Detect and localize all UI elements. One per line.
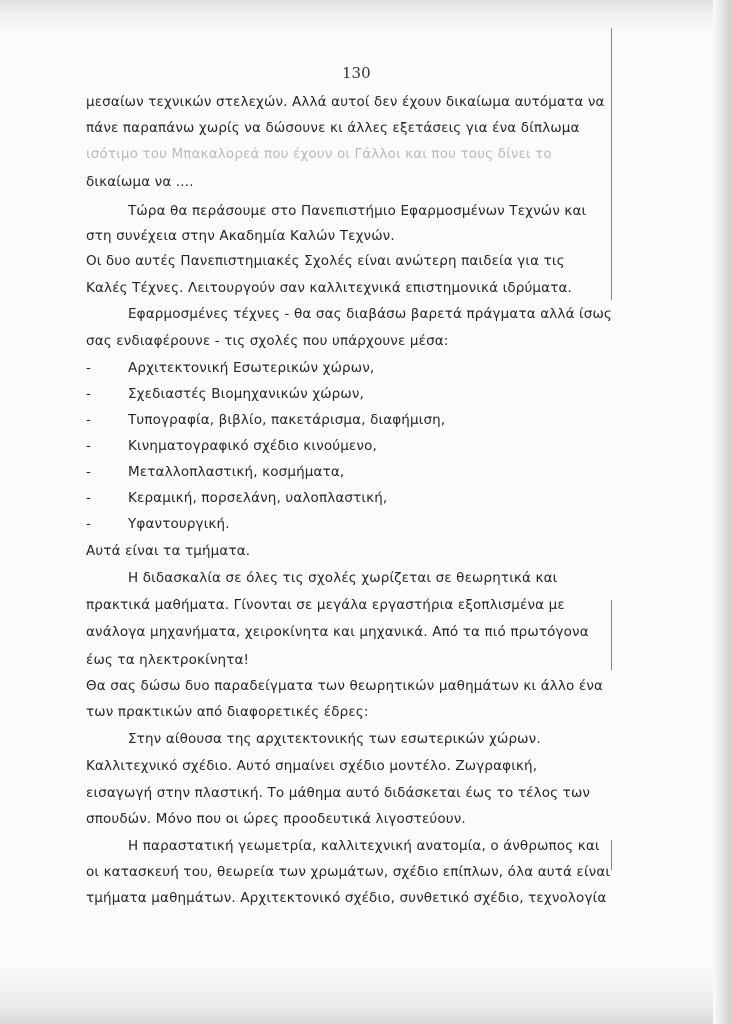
margin-line — [611, 600, 612, 670]
list-marker: - — [86, 464, 91, 480]
list-marker: - — [86, 438, 91, 454]
margin-line — [611, 28, 612, 300]
list-item: Κεραμική, πορσελάνη, υαλοπλαστική, — [128, 490, 388, 506]
text-line: Αυτά είναι τα τμήματα. — [86, 543, 251, 559]
text-line: οι κατασκευή του, θεωρεία των χρωμάτων, σχέδιο επίπλων, όλα αυτά είναι — [86, 864, 611, 880]
text-line: Η διδασκαλία σε όλες τις σχολές χωρίζεται σε θεωρητικά και — [128, 570, 558, 586]
text-line: σπουδών. Μόνο που οι ώρες προοδευτικά λιγοστεύουν. — [86, 811, 466, 827]
text-line: στη συνέχεια στην Ακαδημία Καλών Τεχνών. — [86, 228, 395, 244]
page-number: 130 — [342, 64, 371, 82]
list-marker: - — [86, 412, 91, 428]
scan-edge-right — [713, 0, 731, 1024]
text-line: πάνε παραπάνω χωρίς να δώσουνε κι άλλες εξετάσεις για ένα δίπλωμα — [86, 120, 580, 136]
text-line: δικαίωμα να .... — [86, 174, 194, 190]
list-item: Μεταλλοπλαστική, κοσμήματα, — [128, 464, 345, 480]
list-marker: - — [86, 516, 91, 532]
list-item: Υφαντουργική. — [128, 516, 230, 532]
list-item: Σχεδιαστές Βιομηχανικών χώρων, — [128, 386, 364, 402]
text-line: ανάλογα μηχανήματα, χειροκίνητα και μηχανικά. Από τα πιό πρωτόγονα — [86, 624, 589, 640]
list-marker: - — [86, 386, 91, 402]
text-line: ισότιμο του Μπακαλορεά που έχουν οι Γάλλοι και που τους δίνει το — [86, 146, 552, 162]
list-item: Αρχιτεκτονική Εσωτερικών χώρων, — [128, 360, 375, 376]
list-item: Κινηματογραφικό σχέδιο κινούμενο, — [128, 438, 377, 454]
text-line: Καλλιτεχνικό σχέδιο. Αυτό σημαίνει σχέδιο μοντέλο. Ζωγραφική, — [86, 758, 538, 774]
text-line: πρακτικά μαθήματα. Γίνονται σε μεγάλα εργαστήρια εξοπλισμένα με — [86, 597, 565, 613]
text-line: σας ενδιαφέρουνε - τις σχολές που υπάρχουνε μέσα: — [86, 333, 449, 349]
text-line: Καλές Τέχνες. Λειτουργούν σαν καλλιτεχνικά επιστημονικά ιδρύματα. — [86, 280, 572, 296]
text-line: Στην αίθουσα της αρχιτεκτονικής των εσωτερικών χώρων. — [128, 731, 541, 747]
text-line: των πρακτικών από διαφορετικές έδρες: — [86, 704, 369, 720]
scan-shadow-top — [0, 0, 731, 34]
list-marker: - — [86, 490, 91, 506]
margin-line — [611, 840, 612, 870]
text-line: Οι δυο αυτές Πανεπιστημιακές Σχολές είναι ανώτερη παιδεία για τις — [86, 253, 565, 269]
text-line: Τώρα θα περάσουμε στο Πανεπιστήμιο Εφαρμοσμένων Τεχνών και — [128, 203, 587, 219]
text-line: εισαγωγή στην πλαστική. Το μάθημα αυτό διδάσκεται έως το τέλος των — [86, 785, 591, 801]
text-line: τμήματα μαθημάτων. Αρχιτεκτονικό σχέδιο, συνθετικό σχέδιο, τεχνολογία — [86, 890, 607, 906]
text-line: Θα σας δώσω δυο παραδείγματα των θεωρητικών μαθημάτων κι άλλο ένα — [86, 678, 604, 694]
scan-shadow-bottom — [0, 964, 731, 1024]
list-marker: - — [86, 360, 91, 376]
text-line: έως τα ηλεκτροκίνητα! — [86, 652, 250, 668]
list-item: Τυπογραφία, βιβλίο, πακετάρισμα, διαφήμιση, — [128, 412, 446, 428]
text-line: Εφαρμοσμένες τέχνες - θα σας διαβάσω βαρετά πράγματα αλλά ίσως — [128, 306, 613, 322]
text-line: Η παραστατική γεωμετρία, καλλιτεχνική ανατομία, ο άνθρωπος και — [128, 838, 600, 854]
text-line: μεσαίων τεχνικών στελεχών. Αλλά αυτοί δεν έχουν δικαίωμα αυτόματα να — [86, 94, 605, 110]
